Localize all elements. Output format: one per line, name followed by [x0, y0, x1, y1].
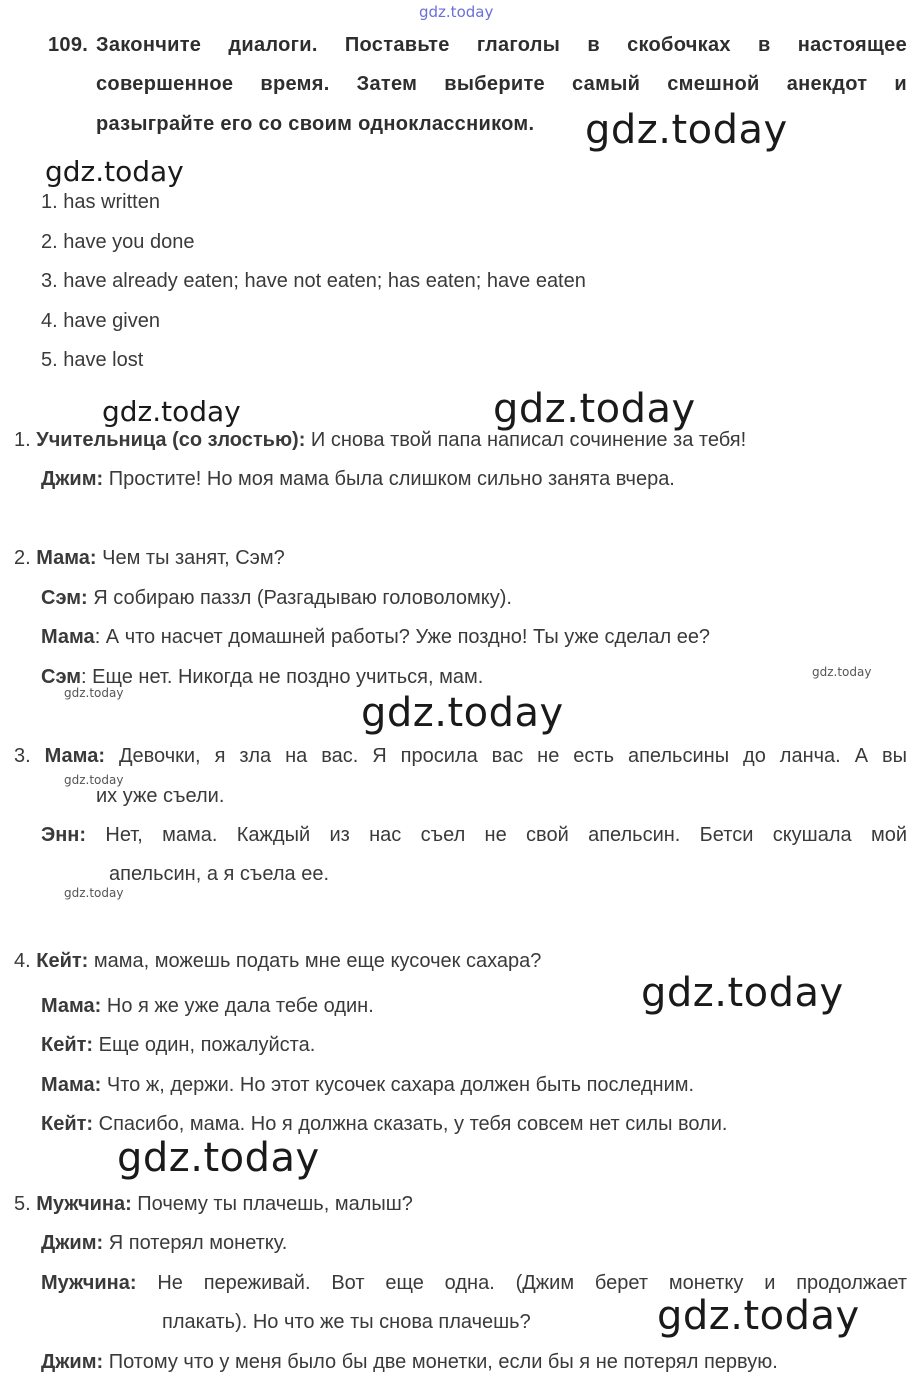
watermark: gdz.today — [117, 1135, 320, 1181]
line-text: Я собираю паззл (Разгадываю головоломку). — [87, 587, 512, 609]
speaker: Сэм: — [41, 587, 88, 609]
answer-item: 5. have lost — [41, 349, 144, 371]
line-text: Еще один, пожалуйста. — [93, 1034, 316, 1056]
speaker: Джим: — [41, 1351, 104, 1373]
line-text: Чем ты занят, Сэм? — [96, 547, 285, 569]
speaker: Мужчина: — [41, 1272, 137, 1294]
dialogue-5-line-1 — [14, 1193, 413, 1216]
line-text: : Еще нет. Никогда не поздно учиться, мам. — [81, 666, 484, 688]
dialogue-2-line-2 — [41, 587, 512, 610]
speaker: Энн: — [41, 824, 87, 846]
speaker: Мужчина: — [36, 1193, 132, 1215]
line-text: Но я же уже дала тебе один. — [101, 995, 374, 1017]
watermark: gdz.today — [45, 155, 184, 188]
speaker: Учительница (со злостью): — [36, 429, 306, 451]
speaker: Кейт: — [41, 1113, 94, 1135]
watermark: gdz.today — [361, 690, 564, 736]
speaker: Мама — [41, 626, 95, 648]
answer-item: 1. has written — [41, 191, 160, 213]
speaker: Мама: — [36, 547, 97, 569]
dialogue-4-line-5 — [41, 1113, 728, 1136]
speaker: Джим: — [41, 468, 104, 490]
watermark: gdz.today — [102, 395, 241, 428]
line-text: : А что насчет домашней работы? Уже поздно! Ты уже сделал ее? — [94, 626, 711, 648]
dialogue-number: 4. — [14, 950, 31, 972]
dialogue-1-line-1 — [14, 429, 746, 452]
dialogue-2-line-4 — [41, 666, 483, 689]
dialogue-5-line-2 — [41, 1232, 287, 1255]
line-text: Я потерял монетку. — [103, 1232, 288, 1254]
watermark-top: gdz.today — [419, 3, 494, 21]
dialogue-4-line-2 — [41, 995, 374, 1018]
line-text: мама, можешь подать мне еще кусочек сахара? — [88, 950, 542, 972]
dialogue-2-line-1 — [14, 547, 285, 570]
watermark: gdz.today — [585, 107, 788, 153]
answer-item: 4. have given — [41, 310, 160, 332]
dialogue-number: 3. — [14, 745, 31, 767]
dialogue-3-line-1-cont: их уже съели. — [96, 785, 225, 807]
answer-item: 3. have already eaten; have not eaten; has eaten; have eaten — [41, 270, 586, 292]
dialogue-4-line-1 — [14, 950, 541, 973]
task-number: 109. — [48, 34, 89, 56]
dialogue-5-line-3-cont: плакать). Но что же ты снова плачешь? — [162, 1311, 531, 1333]
task-instruction-line: Закончите диалоги. Поставьте глаголы в скобочках в настоящее — [96, 34, 907, 56]
dialogue-1-line-2 — [41, 468, 675, 491]
watermark: gdz.today — [64, 886, 124, 900]
line-text: Нет, мама. Каждый из нас съел не свой апельсин. Бетси скушала мой — [86, 824, 907, 846]
watermark: gdz.today — [493, 386, 696, 432]
task-instruction-line: совершенное время. Затем выберите самый смешной анекдот и — [96, 73, 907, 95]
dialogue-2-line-3 — [41, 626, 710, 649]
speaker: Кейт: — [41, 1034, 94, 1056]
dialogue-number: 2. — [14, 547, 31, 569]
answer-item: 2. have you done — [41, 231, 195, 253]
line-text: И снова твой папа написал сочинение за тебя! — [305, 429, 747, 451]
line-text: Потому что у меня было бы две монетки, если бы я не потерял первую. — [103, 1351, 778, 1373]
dialogue-3-line-2 — [41, 824, 907, 847]
dialogue-5-line-4 — [41, 1351, 778, 1374]
watermark: gdz.today — [641, 970, 844, 1016]
speaker: Джим: — [41, 1232, 104, 1254]
dialogue-5-line-3 — [41, 1272, 907, 1295]
speaker: Кейт: — [36, 950, 89, 972]
dialogue-number: 1. — [14, 429, 31, 451]
dialogue-number: 5. — [14, 1193, 31, 1215]
line-text: Что ж, держи. Но этот кусочек сахара должен быть последним. — [101, 1074, 695, 1096]
dialogue-3-line-2-cont: апельсин, а я съела ее. — [109, 863, 330, 885]
line-text: Не переживай. Вот еще одна. (Джим берет монетку и продолжает — [136, 1272, 907, 1294]
watermark: gdz.today — [64, 773, 124, 787]
line-text: Девочки, я зла на вас. Я просила вас не есть апельсины до ланча. А вы — [105, 745, 907, 767]
dialogue-4-line-4 — [41, 1074, 694, 1097]
watermark: gdz.today — [64, 686, 124, 700]
speaker: Мама: — [44, 745, 105, 767]
task-instruction-line: разыграйте его со своим одноклассником. — [96, 113, 535, 135]
speaker: Сэм — [41, 666, 82, 688]
speaker: Мама: — [41, 995, 102, 1017]
dialogue-4-line-3 — [41, 1034, 315, 1057]
line-text: Спасибо, мама. Но я должна сказать, у тебя совсем нет силы воли. — [93, 1113, 728, 1135]
line-text: Почему ты плачешь, малыш? — [131, 1193, 413, 1215]
speaker: Мама: — [41, 1074, 102, 1096]
dialogue-3-line-1 — [14, 745, 907, 768]
line-text: Простите! Но моя мама была слишком сильно занята вчера. — [103, 468, 675, 490]
watermark: gdz.today — [812, 665, 872, 679]
watermark: gdz.today — [657, 1293, 860, 1339]
